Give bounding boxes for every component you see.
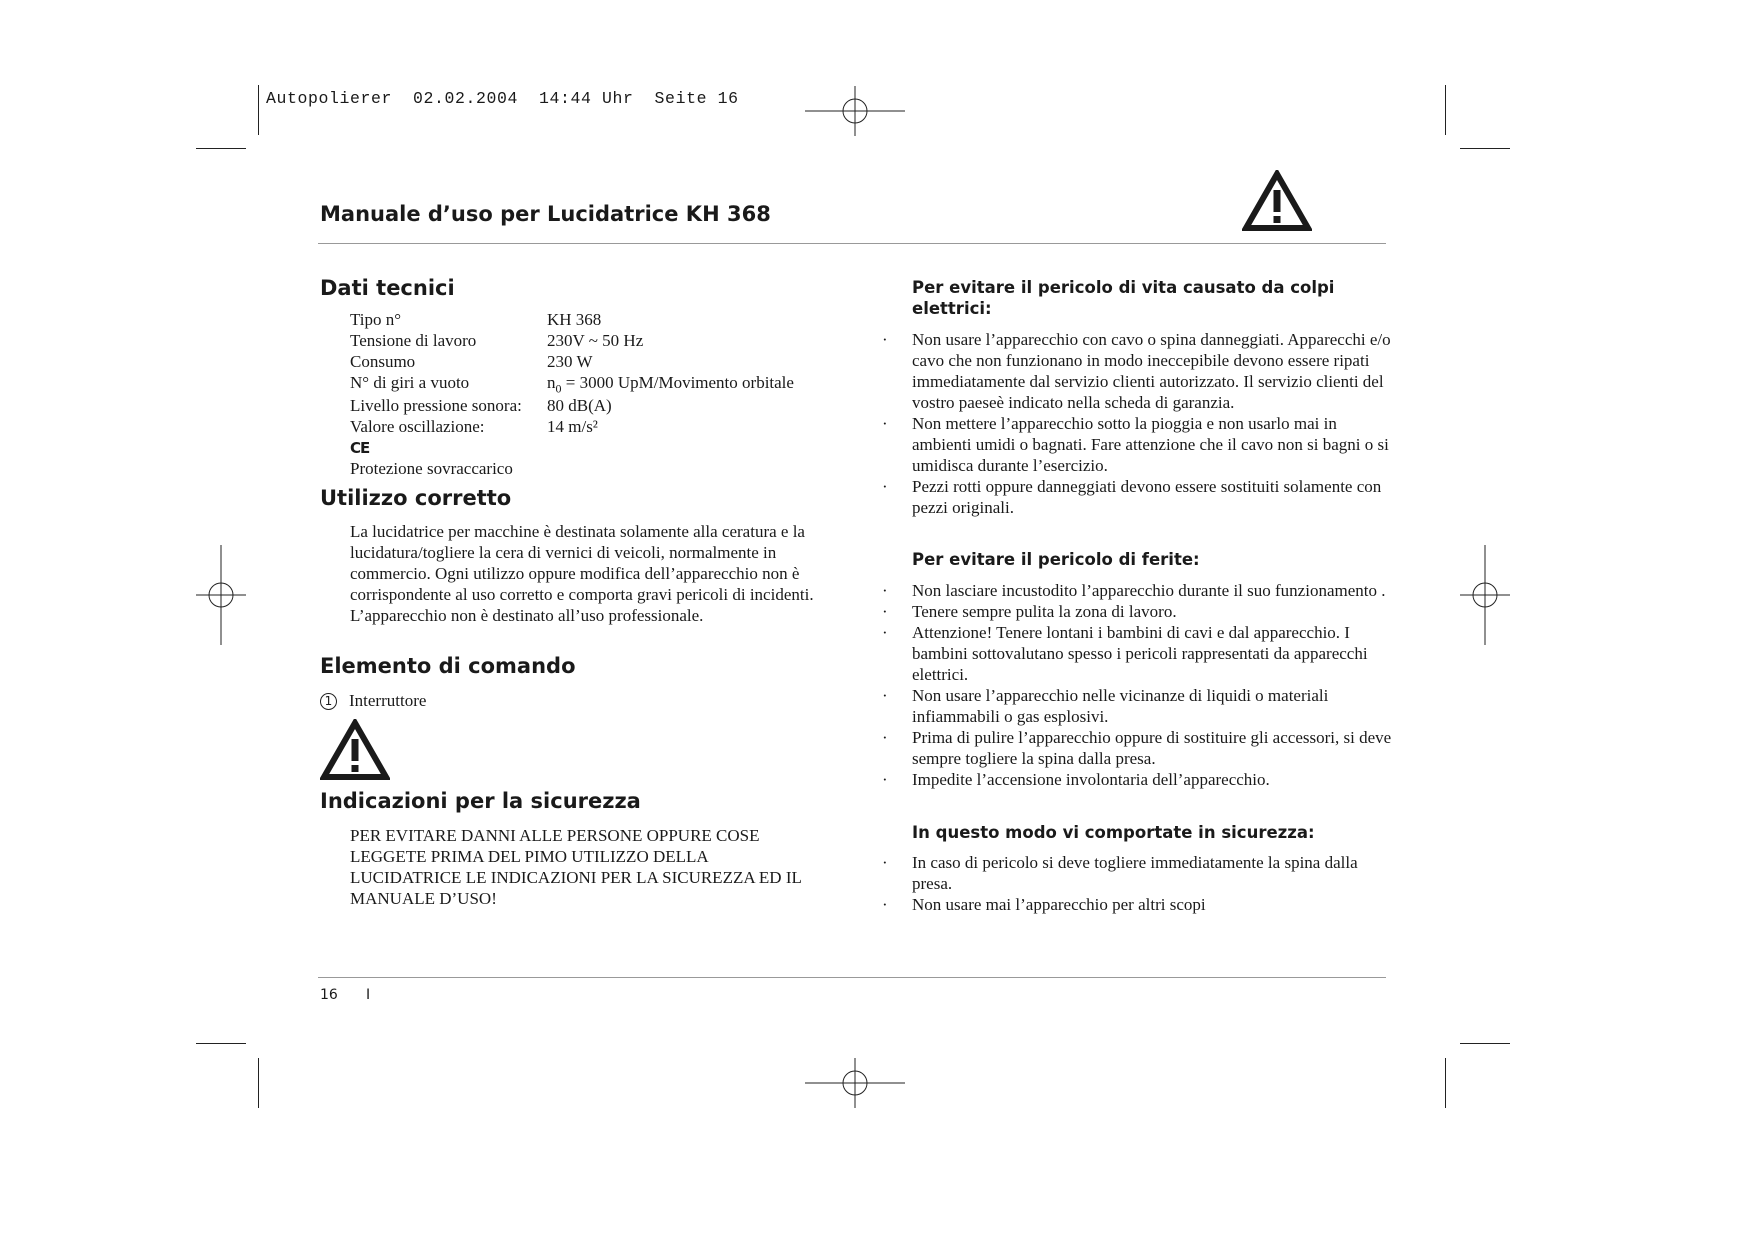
ce-mark: CE <box>350 439 370 458</box>
table-row <box>350 331 794 352</box>
table-row <box>350 373 794 396</box>
subsection-heading-injury: Per evitare il pericolo di ferite: <box>912 550 1200 569</box>
spec-value: 80 dB(A) <box>547 396 612 416</box>
list-item: · In caso di pericolo si deve togliere immediatamente la spina dalla presa. <box>882 852 1392 894</box>
print-slug-line: Autopolierer 02.02.2004 14:44 Uhr Seite 16 <box>266 89 739 108</box>
spec-label: Tipo n° <box>350 310 402 329</box>
spec-label: Valore oscillazione: <box>350 417 485 437</box>
table-row <box>350 417 794 438</box>
electric-shock-list <box>882 329 1392 518</box>
list-item: · Impedite l’accensione involontaria dell’apparecchio. <box>882 769 1392 790</box>
section-heading-dati-tecnici: Dati tecnici <box>320 276 455 300</box>
list-item: · Non mettere l’apparecchio sotto la pioggia e non usarlo mai in ambienti umidi o bagnati. Fare attenzione che il cavo non si bagni o si umidisca durante l’esercizio. <box>882 413 1392 476</box>
section-heading-utilizzo-corretto: Utilizzo corretto <box>320 486 512 510</box>
spec-value-prefix: n <box>547 373 556 392</box>
crop-mark <box>1445 85 1446 135</box>
crop-mark <box>1445 1058 1446 1108</box>
list-item: · Tenere sempre pulita la zona di lavoro. <box>882 601 1392 622</box>
warning-triangle-icon <box>1242 170 1312 232</box>
section-heading-elemento-di-comando: Elemento di comando <box>320 654 576 678</box>
registration-mark-icon <box>805 1058 905 1108</box>
item-number-badge: 1 <box>320 693 337 710</box>
crop-mark <box>196 1043 246 1044</box>
spec-value: 14 m/s² <box>547 417 598 437</box>
injury-prevention-list <box>882 580 1392 790</box>
registration-mark-icon <box>1460 545 1510 645</box>
crop-mark <box>258 1058 259 1108</box>
crop-mark <box>1460 1043 1510 1044</box>
crop-mark <box>1460 148 1510 149</box>
crop-mark <box>196 148 246 149</box>
list-item: · Attenzione! Tenere lontani i bambini di cavi e dal apparecchio. I bambini sottovalutano spesso i pericoli rappresentati da apparecchi elettrici. <box>882 622 1392 685</box>
control-element-item <box>320 690 426 711</box>
subsection-heading-electric-shock: Per evitare il pericolo di vita causato da colpi elettrici: <box>912 278 1335 318</box>
table-row <box>350 438 794 459</box>
spec-label: Consumo <box>350 352 416 371</box>
page-number: 16 <box>320 987 338 1003</box>
language-code: I <box>366 987 371 1003</box>
list-item: · Non usare l’apparecchio con cavo o spina danneggiati. Apparecchi e/o cavo che non funzionano in modo ineccepibile devono essere ripati immediatamente dal servizio clienti autorizzato. Il servizio clienti del vostro paeseè indicato nella scheda di garanzia. <box>882 329 1392 413</box>
control-element-label: Interruttore <box>349 691 427 710</box>
header-rule <box>318 243 1386 244</box>
document-title: Manuale d’uso per Lucidatrice KH 368 <box>320 202 771 226</box>
spec-value: 230 W <box>547 352 593 371</box>
table-row <box>350 310 794 331</box>
safety-warning-paragraph: PER EVITARE DANNI ALLE PERSONE OPPURE COSE LEGGETE PRIMA DEL PIMO UTILIZZO DELLA LUCIDATRICE LE INDICAZIONI PER LA SICUREZZA ED IL MANUALE D’USO! <box>350 826 802 908</box>
list-item: · Non usare mai l’apparecchio per altri scopi <box>882 894 1392 915</box>
table-row <box>350 459 794 480</box>
spec-value-subscript: 0 <box>555 381 562 396</box>
spec-value: 230V ~ 50 Hz <box>547 331 644 350</box>
crop-mark <box>258 85 259 135</box>
spec-label: Livello pressione sonora: <box>350 396 522 416</box>
section-heading-indicazioni-sicurezza: Indicazioni per la sicurezza <box>320 789 641 813</box>
spec-label: N° di giri a vuoto <box>350 373 470 392</box>
spec-value <box>547 373 794 396</box>
intended-use-paragraph: La lucidatrice per macchine è destinata solamente alla ceratura e la lucidatura/togliere la cera di vernici di veicoli, normalmente in commercio. Ogni utilizzo oppure modifica dell’apparecchio non è corrispondente al uso corretto e comporta gravi pericoli di incidenti. L’apparecchio non è destinato all’uso professionale. <box>350 522 814 625</box>
registration-mark-icon <box>196 545 246 645</box>
footer-rule <box>318 977 1386 978</box>
warning-triangle-icon <box>320 719 390 781</box>
list-item: · Pezzi rotti oppure danneggiati devono essere sostituiti solamente con pezzi originali. <box>882 476 1392 518</box>
table-row <box>350 396 794 417</box>
subsection-heading-safe-behavior: In questo modo vi comportate in sicurezza: <box>912 823 1315 842</box>
overload-protection-label: Protezione sovraccarico <box>350 459 513 479</box>
safe-behavior-list <box>882 852 1392 915</box>
technical-data-table <box>350 310 794 480</box>
list-item: · Non lasciare incustodito l’apparecchio durante il suo funzionamento . <box>882 580 1392 601</box>
list-item: · Non usare l’apparecchio nelle vicinanze di liquidi o materiali infiammabili o gas esplosivi. <box>882 685 1392 727</box>
spec-value: KH 368 <box>547 310 602 329</box>
spec-value-text: = 3000 UpM/Movimento orbitale <box>561 373 794 392</box>
table-row <box>350 352 794 373</box>
list-item: · Prima di pulire l’apparecchio oppure di sostituire gli accessori, si deve sempre togliere la spina dalla presa. <box>882 727 1392 769</box>
spec-label: Tensione di lavoro <box>350 331 477 350</box>
registration-mark-icon <box>805 86 905 136</box>
